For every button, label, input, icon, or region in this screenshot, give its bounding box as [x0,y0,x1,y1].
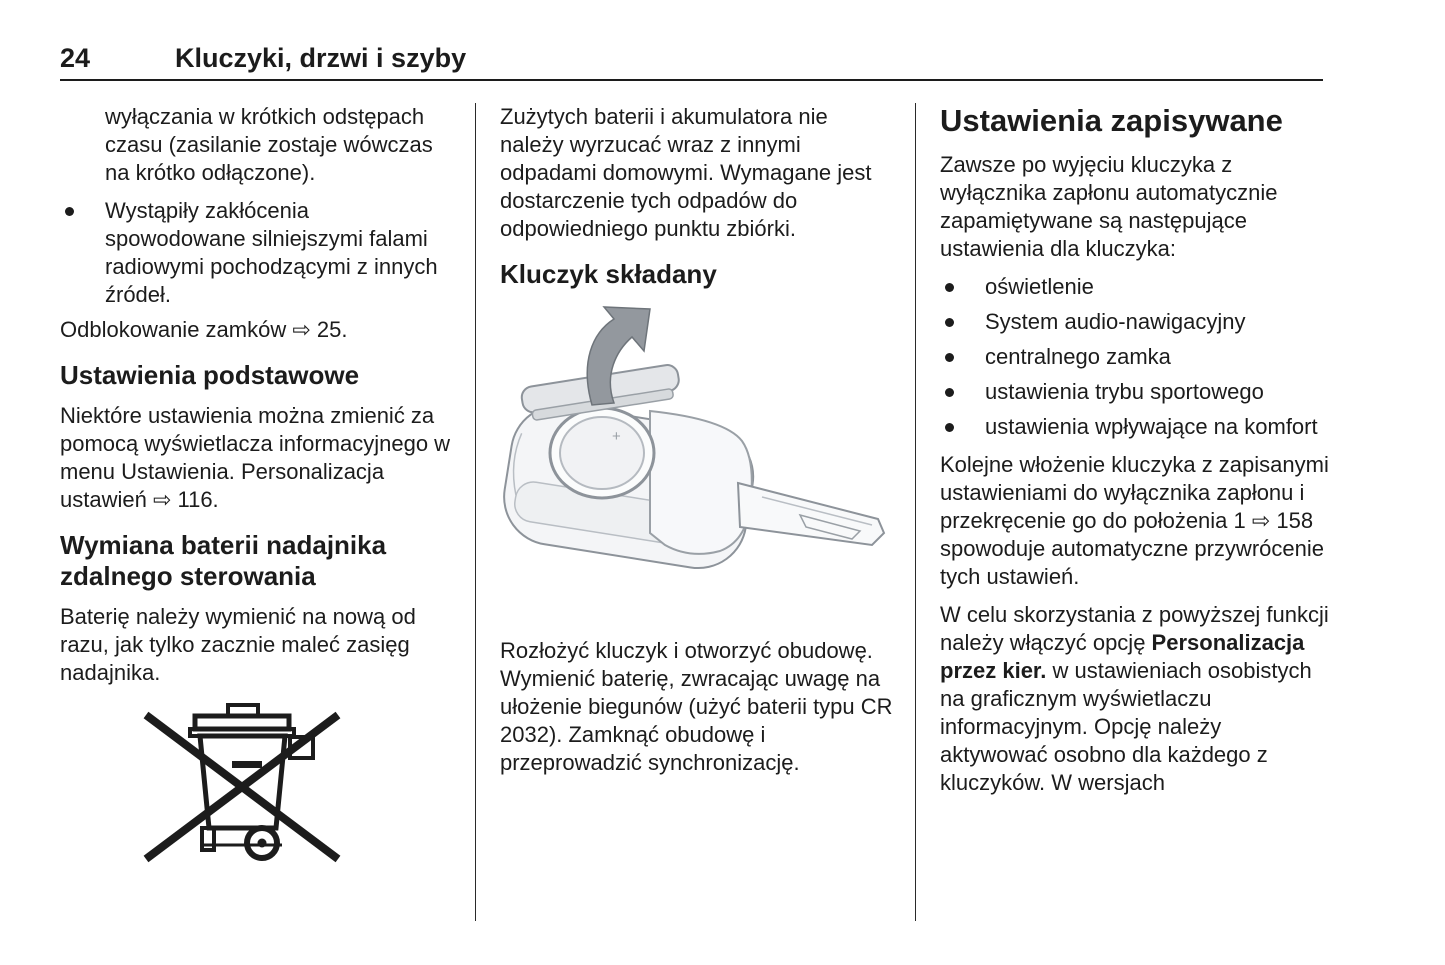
column-2 [500,103,893,921]
list-item [940,308,1333,336]
list-item-text: ustawienia wpływające na komfort [985,414,1318,439]
bullet-icon [945,353,954,362]
personalization-text-post: w ustawieniach osobistych na graficznym wyświetlaczu informacyjnym. Opcję należy aktywować osobno dla każdego z kluczyków. W wersjach [940,658,1312,795]
paragraph-personalization [940,601,1333,797]
list-item [940,378,1333,406]
battery-polarity-label: + [612,428,621,445]
heading-battery-replacement: Wymiana baterii nadajnika zdalnego sterowania [60,530,387,591]
column-3 [940,103,1333,921]
cross-reference-unlock: Odblokowanie zamków ⇨ 25. [60,317,348,342]
paragraph-battery-replacement: Baterię należy wymienić na nową od razu, jak tylko zacznie maleć zasięg nadajnika. [60,604,416,685]
column-divider-1 [475,103,476,921]
list-item-text: centralnego zamka [985,344,1171,369]
bullet-icon [65,207,74,216]
paragraph-reinsert-key: Kolejne włożenie kluczyka z zapisanymi ustawieniami do wyłącznika zapłonu i przekręcenie go do położenia 1 ⇨ 158 spowoduje automatyczne przywrócenie tych ustawień. [940,452,1329,589]
list-item [60,197,453,309]
column-divider-2 [915,103,916,921]
weee-symbol-figure [140,699,345,867]
column-1 [60,103,453,921]
paragraph-continuation: wyłączania w krótkich odstępach czasu (zasilanie zostaje wówczas na krótko odłączone). [105,104,433,185]
header-rule [60,79,1323,81]
bullet-icon [945,318,954,327]
list-item [940,413,1333,441]
heading-basic-settings: Ustawienia podstawowe [60,360,360,390]
bullet-icon [945,423,954,432]
crossed-out-wheelie-bin-icon [140,699,345,867]
bullet-icon [945,283,954,292]
paragraph-replace-battery: Rozłożyć kluczyk i otworzyć obudowę. Wymienić baterię, zwracając uwagę na ułożenie biegunów (użyć baterii typu CR 2032). Zamknąć obudowę i przeprowadzić synchronizację. [500,638,893,775]
folding-key-figure [500,301,892,621]
list-item-text: Wystąpiły zakłócenia spowodowane silniejszymi falami radiowymi pochodzącymi z innych źródeł. [105,198,438,307]
heading-saved-settings: Ustawienia zapisywane [940,103,1283,138]
paragraph-disposal: Zużytych baterii i akumulatora nie należy wyrzucać wraz z innymi odpadami domowymi. Wymagane jest dostarczenie tych odpadów do odpowiedniego punktu zbiórki. [500,104,872,241]
personalization-option-name: Personalizacja przez kier. [940,630,1305,683]
list-item [940,343,1333,371]
paragraph-basic-settings: Niektóre ustawienia można zmienić za pomocą wyświetlacza informacyjnego w menu Ustawienia. Personalizacja ustawień ⇨ 116. [60,403,451,512]
page-header [60,42,1390,74]
personalization-text-pre: W celu skorzystania z powyższej funkcji należy włączyć opcję [940,602,1329,655]
list-item-text: System audio-nawigacyjny [985,309,1246,334]
heading-folding-key: Kluczyk składany [500,259,717,289]
list-item-text: oświetlenie [985,274,1094,299]
list-item-text: ustawienia trybu sportowego [985,379,1264,404]
page-number: 24 [60,43,91,73]
paragraph-saved-intro: Zawsze po wyjęciu kluczyka z wyłącznika zapłonu automatycznie zapamiętywane są następujące ustawienia dla kluczyka: [940,152,1278,261]
folding-key-battery-illustration [500,301,892,621]
list-item [940,273,1333,301]
chapter-title: Kluczyki, drzwi i szyby [175,43,467,73]
bullet-icon [945,388,954,397]
page-columns [60,103,1390,921]
